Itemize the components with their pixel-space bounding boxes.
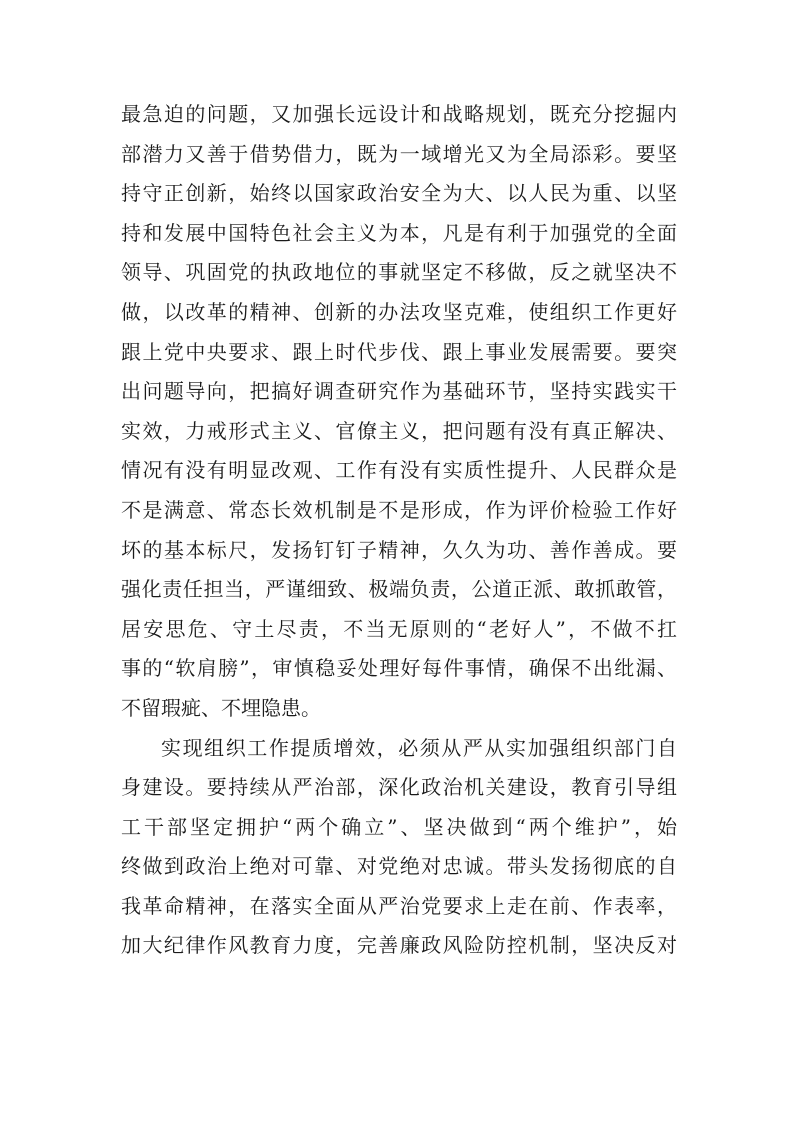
text-line: 不是满意、常态长效机制是不是形成，作为评价检验工作好	[121, 497, 677, 522]
text-line: 实现组织工作提质增效，必须从严从实加强组织部门自	[161, 735, 677, 760]
text-line: 居安思危、守土尽责，不当无原则的“老好人”，不做不扛	[121, 616, 677, 641]
text-line: 不留瑕疵、不埋隐患。	[121, 695, 321, 720]
text-line: 坏的基本标尺，发扬钉钉子精神，久久为功、善作善成。要	[121, 537, 677, 562]
text-line: 持和发展中国特色社会主义为本，凡是有利于加强党的全面	[121, 220, 677, 245]
text-line: 强化责任担当，严谨细致、极端负责，公道正派、敢抓敢管，	[121, 577, 677, 602]
text-line: 加大纪律作风教育力度，完善廉政风险防控机制，坚决反对	[121, 933, 677, 958]
text-line: 实效，力戒形式主义、官僚主义，把问题有没有真正解决、	[121, 418, 677, 443]
text-line: 终做到政治上绝对可靠、对党绝对忠诚。带头发扬彻底的自	[121, 854, 677, 879]
text-line: 出问题导向，把搞好调查研究作为基础环节，坚持实践实干	[121, 379, 677, 404]
text-line: 工干部坚定拥护“两个确立”、坚决做到“两个维护”，始	[121, 814, 677, 839]
text-line: 情况有没有明显改观、工作有没有实质性提升、人民群众是	[121, 458, 677, 483]
text-line: 最急迫的问题，又加强长远设计和战略规划，既充分挖掘内	[121, 102, 677, 126]
text-line: 领导、巩固党的执政地位的事就坚定不移做，反之就坚决不	[121, 260, 677, 285]
text-line: 我革命精神，在落实全面从严治党要求上走在前、作表率，	[121, 893, 677, 918]
text-line: 跟上党中央要求、跟上时代步伐、跟上事业发展需要。要突	[121, 339, 677, 364]
paragraph-1	[121, 95, 677, 729]
text-line: 部潜力又善于借势借力，既为一域增光又为全局添彩。要坚	[121, 141, 677, 166]
text-line: 事的“软肩膀”，审慎稳妥处理好每件事情，确保不出纰漏、	[121, 656, 677, 681]
body-text	[121, 95, 677, 966]
text-line: 做，以改革的精神、创新的办法攻坚克难，使组织工作更好	[121, 299, 677, 324]
paragraph-2	[121, 729, 677, 967]
text-line: 持守正创新，始终以国家政治安全为大、以人民为重、以坚	[121, 181, 677, 206]
text-line: 身建设。要持续从严治部，深化政治机关建设，教育引导组	[121, 775, 677, 800]
